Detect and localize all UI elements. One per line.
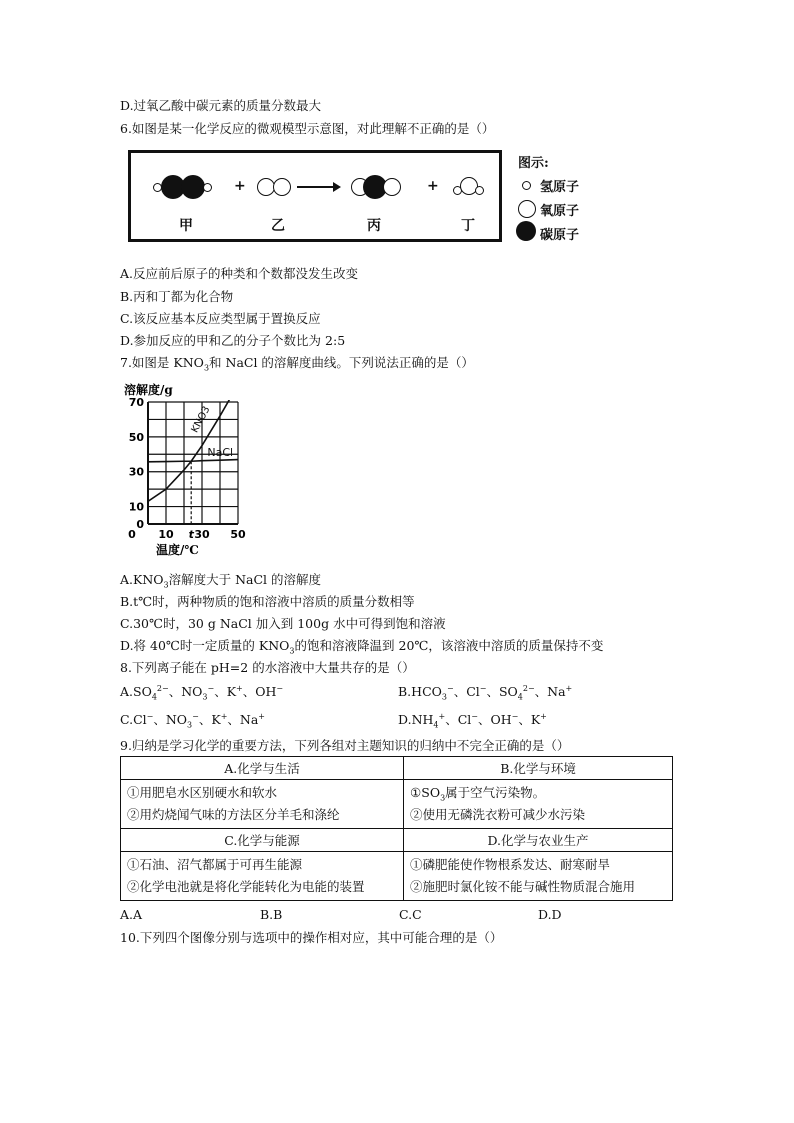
- q8-option-c: C.Cl−、$NO_3^-$、K+、Na+: [120, 711, 265, 730]
- q9-option-b: B.B: [260, 907, 283, 922]
- x-tick-label: t: [188, 528, 194, 541]
- q5-option-d: D.过氧乙酸中碳元素的质量分数最大: [120, 98, 322, 113]
- q8-option-a: $A.SO_4^{2-}$、$NO_3^-$、K+、OH−: [120, 683, 284, 702]
- q6-option-b: B.丙和丁都为化合物: [120, 289, 234, 304]
- q8-option-d: $D.NH_4^+$、Cl−、OH−、K+: [398, 711, 547, 730]
- label-bing: 丙: [367, 218, 381, 234]
- table-cell-b: $①SO_3$属于空气污染物。 ②使用无磷洗衣粉可减少水污染: [404, 780, 673, 829]
- plus-sign-1: +: [234, 178, 246, 194]
- y-tick-label: 0: [136, 518, 144, 531]
- table-head-d: D.化学与农业生产: [404, 829, 673, 852]
- hydrogen-atom-icon: [522, 181, 531, 190]
- q9-stem: 9.归纳是学习化学的重要方法，下列各组对主题知识的归纳中不完全正确的是（）: [120, 738, 570, 753]
- q7-stem: 7.如图是 $KNO_3$和 NaCl 的溶解度曲线。下列说法正确的是（）: [120, 355, 474, 373]
- q7-option-d: D.将 40℃时一定质量的 $KNO_3$的饱和溶液降温到 20℃，该溶液中溶质的质量保持不变: [120, 638, 604, 656]
- table-cell-a: ①用肥皂水区别硬水和软水 ②用灼烧闻气味的方法区分羊毛和涤纶: [121, 780, 404, 829]
- legend-title: 图示:: [518, 156, 549, 171]
- x-tick-label: 10: [158, 528, 174, 541]
- table-row: [121, 852, 673, 901]
- table-cell-d: ①磷肥能使作物根系发达、耐寒耐旱 ②施肥时氯化铵不能与碱性物质混合施用: [404, 852, 673, 901]
- label-ding: 丁: [461, 218, 475, 234]
- y-tick-label: 30: [128, 465, 144, 479]
- topic-table: [120, 756, 673, 901]
- table-row: [121, 780, 673, 829]
- x-tick-label: 30: [194, 528, 210, 541]
- reaction-arrow-icon: [297, 181, 341, 193]
- x-tick-label: 50: [230, 528, 246, 541]
- q9-option-c: C.C: [399, 907, 422, 922]
- series-label-nacl: NaCl: [207, 446, 234, 460]
- y-tick-label: 10: [128, 500, 144, 514]
- q6-option-d: D.参加反应的甲和乙的分子个数比为 2:5: [120, 333, 346, 348]
- q10-stem: 10.下列四个图像分别与选项中的操作相对应，其中可能合理的是（）: [120, 930, 503, 945]
- solubility-chart: [118, 380, 258, 560]
- oxygen-atom-icon: [518, 200, 536, 218]
- x-tick-label: 0: [128, 528, 136, 541]
- label-yi: 乙: [271, 218, 285, 234]
- q8-stem: 8.下列离子能在 pH=2 的水溶液中大量共存的是（）: [120, 660, 415, 675]
- q6-option-a: A.反应前后原子的种类和个数都没发生改变: [120, 266, 359, 281]
- carbon-atom-icon: [516, 221, 536, 241]
- q9-option-a: A.A: [120, 907, 143, 922]
- y-tick-label: 50: [128, 430, 144, 444]
- x-axis-label: 温度/℃: [156, 543, 199, 557]
- y-axis-label: 溶解度/g: [124, 383, 173, 397]
- q7-option-b: B.t℃时，两种物质的饱和溶液中溶质的质量分数相等: [120, 594, 415, 609]
- q7-option-a: $A.KNO_3$溶解度大于 NaCl 的溶解度: [120, 572, 322, 590]
- q9-option-d: D.D: [538, 907, 562, 922]
- q6-option-c: C.该反应基本反应类型属于置换反应: [120, 311, 321, 326]
- series-label-kno3: KNO3: [189, 404, 213, 435]
- y-tick-label: 70: [128, 396, 144, 409]
- table-head-c: C.化学与能源: [121, 829, 404, 852]
- label-jia: 甲: [179, 218, 193, 234]
- reaction-diagram: [128, 150, 502, 242]
- q8-option-b: $B.HCO_3^-$、Cl−、$SO_4^{2-}$、Na+: [398, 683, 573, 702]
- plus-sign-2: +: [427, 178, 439, 194]
- q7-option-c: C.30℃时，30 g NaCl 加入到 100g 水中可得到饱和溶液: [120, 616, 446, 631]
- table-head-a: A.化学与生活: [121, 757, 404, 780]
- table-head-b: B.化学与环境: [404, 757, 673, 780]
- q6-stem: 6.如图是某一化学反应的微观模型示意图，对此理解不正确的是（）: [120, 121, 495, 136]
- table-row: [121, 829, 673, 852]
- table-row: [121, 757, 673, 780]
- table-cell-c: ①石油、沼气都属于可再生能源 ②化学电池就是将化学能转化为电能的装置: [121, 852, 404, 901]
